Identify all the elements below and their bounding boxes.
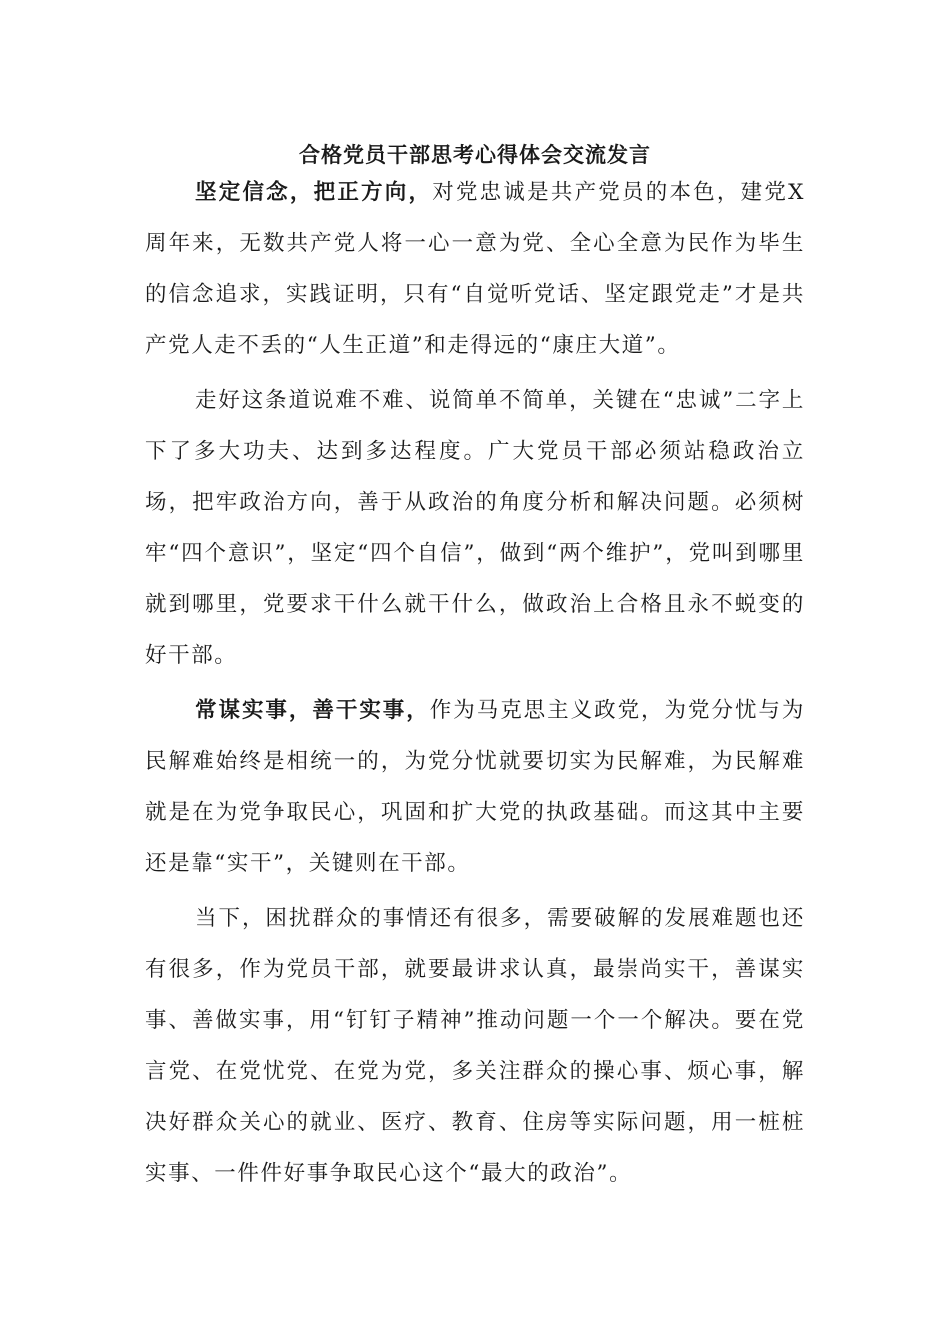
document-title: 合格党员干部思考心得体会交流发言 (299, 142, 651, 167)
paragraph-4 (145, 893, 805, 1199)
document-body (145, 167, 805, 1203)
paragraph-3 (145, 685, 805, 889)
paragraph-1-lead: 坚定信念，把正方向， (195, 180, 433, 205)
paragraph-2 (145, 375, 805, 681)
paragraph-3-text: 作为马克思主义政党，为党分忧与为民解难始终是相统一的，为党分忧就要切实为民解难，为民解难就是在为党争取民心，巩固和扩大党的执政基础。而这其中主要还是靠“实干”，关键则在干部。 (145, 698, 805, 876)
paragraph-2-text: 走好这条道说难不难、说简单不简单，关键在“忠诚”二字上下了多大功夫、达到多达程度。广大党员干部必须站稳政治立场，把牢政治方向，善于从政治的角度分析和解决问题。必须树牢“四个意识”，坚定“四个自信”，做到“两个维护”，党叫到哪里就到哪里，党要求干什么就干什么，做政治上合格且永不蜕变的好干部。 (145, 388, 805, 668)
paragraph-4-text: 当下，困扰群众的事情还有很多，需要破解的发展难题也还有很多，作为党员干部，就要最讲求认真，最崇尚实干，善谋实事、善做实事，用“钉钉子精神”推动问题一个一个解决。要在党言党、在党忧党、在党为党，多关注群众的操心事、烦心事，解决好群众关心的就业、医疗、教育、住房等实际问题，用一桩桩实事、一件件好事争取民心这个“最大的政治”。 (145, 906, 805, 1186)
paragraph-1-text: 对党忠诚是共产党员的本色，建党X周年来，无数共产党人将一心一意为党、全心全意为民作为毕生的信念追求，实践证明，只有“自觉听党话、坚定跟党走”才是共产党人走不丢的“人生正道”和走得远的“康庄大道”。 (145, 180, 805, 358)
paragraph-1 (145, 167, 805, 371)
paragraph-3-lead: 常谋实事，善干实事， (195, 698, 430, 723)
